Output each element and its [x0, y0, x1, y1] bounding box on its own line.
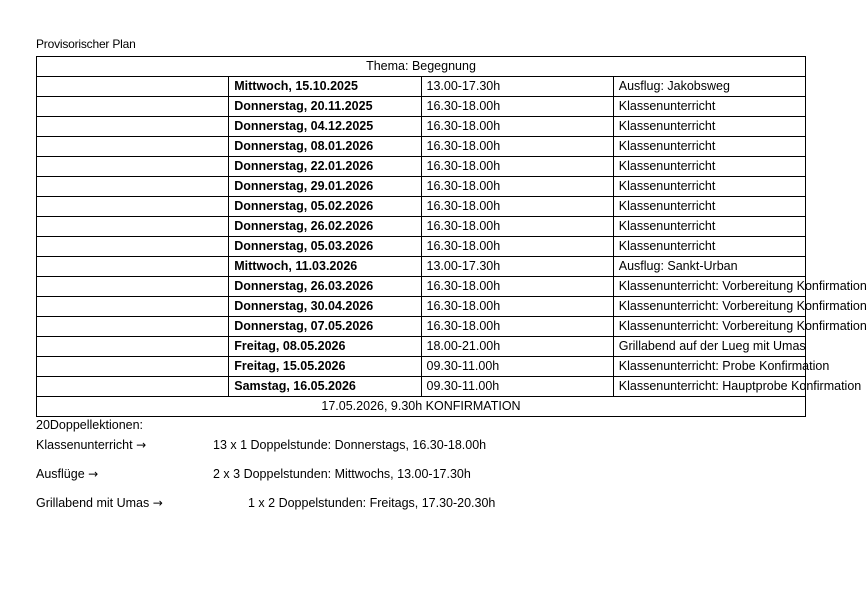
summary-value: 2 x 3 Doppelstunden: Mittwochs, 13.00-17.30h — [213, 467, 471, 481]
row-time: 16.30-18.00h — [421, 277, 613, 297]
summary-label: Klassenunterricht — [36, 438, 133, 452]
table-row — [37, 217, 806, 237]
row-date: Donnerstag, 26.03.2026 — [229, 277, 421, 297]
row-spacer-cell — [37, 257, 229, 277]
row-spacer-cell — [37, 357, 229, 377]
row-activity: Klassenunterricht — [613, 237, 805, 257]
row-date: Donnerstag, 04.12.2025 — [229, 117, 421, 137]
row-spacer-cell — [37, 177, 229, 197]
summary-value: 13 x 1 Doppelstunde: Donnerstags, 16.30-18.00h — [213, 438, 487, 452]
row-spacer-cell — [37, 297, 229, 317]
row-date: Donnerstag, 07.05.2026 — [229, 317, 421, 337]
row-spacer-cell — [37, 337, 229, 357]
row-spacer-cell — [37, 277, 229, 297]
row-time: 16.30-18.00h — [421, 297, 613, 317]
row-spacer-cell — [37, 317, 229, 337]
row-date: Samstag, 16.05.2026 — [229, 377, 421, 397]
row-activity: Klassenunterricht: Vorbereitung Konfirmation — [613, 297, 805, 317]
row-date: Freitag, 08.05.2026 — [229, 337, 421, 357]
row-activity: Ausflug: Sankt-Urban — [613, 257, 805, 277]
row-activity: Klassenunterricht — [613, 177, 805, 197]
table-footer: 17.05.2026, 9.30h KONFIRMATION — [37, 397, 806, 417]
row-time: 16.30-18.00h — [421, 97, 613, 117]
table-row — [37, 77, 806, 97]
row-time: 16.30-18.00h — [421, 157, 613, 177]
table-row — [37, 117, 806, 137]
summary-value: 1 x 2 Doppelstunden: Freitags, 17.30-20.30h — [248, 496, 496, 510]
row-activity: Klassenunterricht: Probe Konfirmation — [613, 357, 805, 377]
row-time: 13.00-17.30h — [421, 257, 613, 277]
row-activity: Klassenunterricht — [613, 117, 805, 137]
table-header-row — [37, 57, 806, 77]
table-row — [37, 377, 806, 397]
table-row — [37, 317, 806, 337]
table-row — [37, 257, 806, 277]
row-activity: Klassenunterricht: Vorbereitung Konfirmation — [613, 317, 805, 337]
row-activity: Klassenunterricht — [613, 157, 805, 177]
row-activity: Klassenunterricht — [613, 137, 805, 157]
row-spacer-cell — [37, 97, 229, 117]
row-time: 16.30-18.00h — [421, 137, 613, 157]
summary-heading: 20Doppellektionen: — [36, 418, 144, 432]
row-spacer-cell — [37, 197, 229, 217]
row-time: 16.30-18.00h — [421, 217, 613, 237]
row-date: Mittwoch, 11.03.2026 — [229, 257, 421, 277]
row-date: Donnerstag, 20.11.2025 — [229, 97, 421, 117]
row-date: Donnerstag, 08.01.2026 — [229, 137, 421, 157]
row-spacer-cell — [37, 237, 229, 257]
row-spacer-cell — [37, 217, 229, 237]
arrow-right-icon: → — [152, 496, 163, 510]
row-activity: Grillabend auf der Lueg mit Umas — [613, 337, 805, 357]
row-date: Donnerstag, 26.02.2026 — [229, 217, 421, 237]
row-activity: Klassenunterricht: Vorbereitung Konfirmation — [613, 277, 805, 297]
table-row — [37, 197, 806, 217]
arrow-right-icon: → — [136, 438, 147, 452]
row-spacer-cell — [37, 377, 229, 397]
row-time: 09.30-11.00h — [421, 377, 613, 397]
row-spacer-cell — [37, 137, 229, 157]
row-time: 09.30-11.00h — [421, 357, 613, 377]
table-row — [37, 277, 806, 297]
table-row — [37, 97, 806, 117]
row-date: Mittwoch, 15.10.2025 — [229, 77, 421, 97]
row-activity: Ausflug: Jakobsweg — [613, 77, 805, 97]
row-spacer-cell — [37, 77, 229, 97]
row-date: Donnerstag, 05.02.2026 — [229, 197, 421, 217]
row-date: Donnerstag, 30.04.2026 — [229, 297, 421, 317]
row-time: 16.30-18.00h — [421, 177, 613, 197]
schedule-table — [36, 56, 867, 417]
arrow-right-icon: → — [88, 467, 99, 481]
row-date: Freitag, 15.05.2026 — [229, 357, 421, 377]
table-row — [37, 357, 806, 377]
row-time: 16.30-18.00h — [421, 317, 613, 337]
row-spacer-cell — [37, 117, 229, 137]
row-time: 16.30-18.00h — [421, 197, 613, 217]
table-header: Thema: Begegnung — [37, 57, 806, 77]
row-time: 18.00-21.00h — [421, 337, 613, 357]
row-activity: Klassenunterricht — [613, 97, 805, 117]
summary-label: Ausflüge — [36, 467, 85, 481]
row-activity: Klassenunterricht: Hauptprobe Konfirmation — [613, 377, 805, 397]
row-date: Donnerstag, 22.01.2026 — [229, 157, 421, 177]
row-time: 13.00-17.30h — [421, 77, 613, 97]
row-spacer-cell — [37, 157, 229, 177]
summary-label: Grillabend mit Umas — [36, 496, 150, 510]
table-row — [37, 337, 806, 357]
row-activity: Klassenunterricht — [613, 197, 805, 217]
table-row — [37, 137, 806, 157]
table-row — [37, 177, 806, 197]
row-time: 16.30-18.00h — [421, 117, 613, 137]
row-date: Donnerstag, 05.03.2026 — [229, 237, 421, 257]
table-row — [37, 297, 806, 317]
table-row — [37, 157, 806, 177]
row-time: 16.30-18.00h — [421, 237, 613, 257]
row-date: Donnerstag, 29.01.2026 — [229, 177, 421, 197]
table-row — [37, 237, 806, 257]
page-label: Provisorischer Plan — [36, 37, 136, 51]
table-footer-row — [37, 397, 806, 417]
row-activity: Klassenunterricht — [613, 217, 805, 237]
